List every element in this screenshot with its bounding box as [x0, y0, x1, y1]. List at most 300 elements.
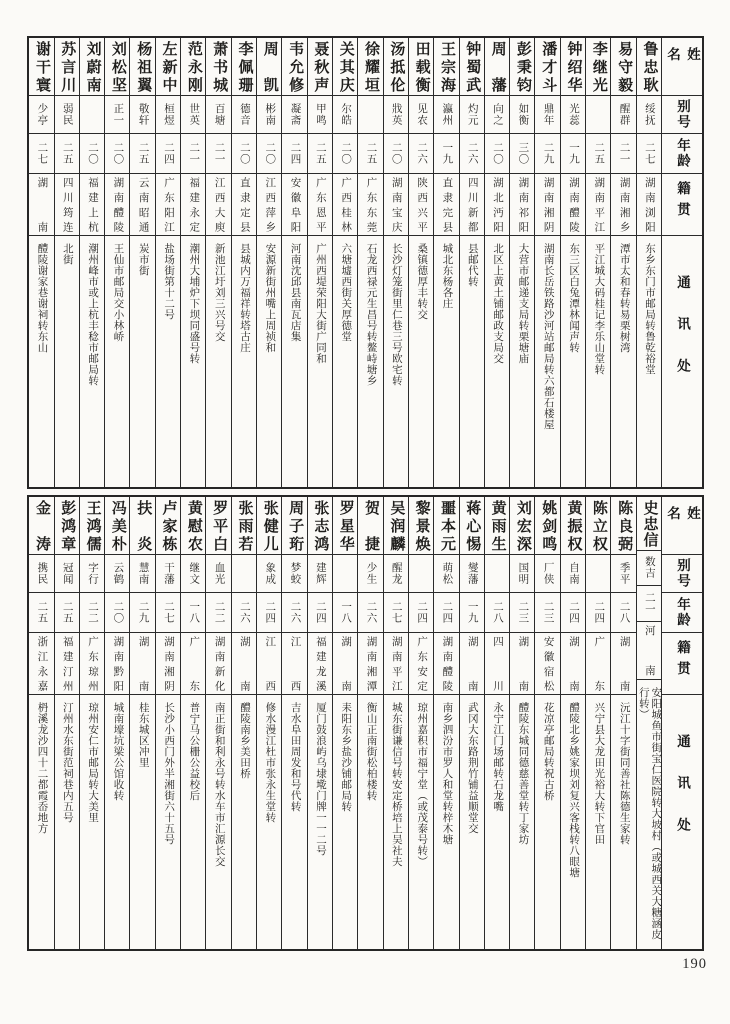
person-contact-address: 永宁江门场邮转石龙嘴 — [492, 702, 504, 812]
person-contact-address: 长沙小西门外半湘街六十五号 — [163, 702, 175, 845]
person-name-cell — [434, 497, 458, 555]
person-age: 二六 — [416, 142, 428, 165]
person-alias-cell — [308, 555, 332, 593]
person-column — [459, 497, 484, 949]
person-contact-address-cell — [55, 695, 79, 949]
person-native-place: 湖南 — [567, 636, 579, 691]
person-alias-cell — [156, 96, 180, 134]
person-age: 二四 — [416, 601, 428, 624]
person-name-cell — [130, 497, 154, 555]
header-name-cell — [662, 497, 702, 555]
person-column — [459, 38, 484, 487]
person-contact-address: 耒阳东乡盐沙铺邮局转 — [340, 702, 352, 812]
person-name-cell — [460, 497, 484, 555]
person-age-cell — [308, 593, 332, 633]
person-contact-address-cell — [333, 236, 357, 487]
person-alias: 厂侠 — [542, 562, 554, 585]
person-native-place: 湖南浏阳 — [643, 177, 655, 232]
person-native-place-cell — [485, 633, 509, 695]
person-native-place: 福建龙溪 — [314, 636, 326, 691]
person-age-cell — [80, 593, 104, 633]
person-column — [256, 497, 281, 949]
person-native-place: 江西大庾 — [213, 177, 225, 232]
person-alias: 继文 — [188, 562, 200, 585]
person-alias-cell — [181, 96, 205, 134]
person-age: 二〇 — [112, 601, 124, 624]
person-name-cell — [535, 38, 559, 96]
person-column — [383, 38, 408, 487]
person-age-cell — [29, 593, 53, 633]
person-name: 张雨若 — [236, 500, 253, 551]
person-age: 二三 — [542, 601, 554, 624]
person-contact-address-cell — [611, 236, 635, 487]
person-age: 二五 — [61, 601, 73, 624]
person-age-cell — [637, 134, 661, 174]
person-name: 姚剑鸣 — [540, 500, 557, 551]
person-age: 二八 — [492, 601, 503, 624]
person-age: 一八 — [340, 601, 352, 624]
person-contact-address-cell — [206, 695, 230, 949]
person-contact-address: 城南壕坑梁公馆收转 — [112, 702, 124, 801]
person-age: 二四 — [314, 601, 326, 624]
person-native-place: 直隶完县 — [441, 177, 453, 232]
person-native-place: 湖南 — [466, 636, 478, 691]
person-contact-address-cell — [232, 236, 256, 487]
person-column — [484, 497, 509, 949]
person-alias-cell — [358, 555, 382, 593]
header-alias-label: 别号 — [675, 557, 690, 590]
person-contact-address: 县城内万福祥转塔古庄 — [239, 243, 251, 353]
person-contact-address-cell — [409, 236, 433, 487]
person-alias-cell — [460, 555, 484, 593]
person-age-cell — [130, 134, 154, 174]
person-alias-cell — [105, 96, 129, 134]
person-age-cell — [257, 593, 281, 633]
person-native-place-cell — [561, 633, 585, 695]
person-column — [610, 38, 635, 487]
person-contact-address-cell — [535, 236, 559, 487]
person-age-cell — [55, 593, 79, 633]
person-native-place-cell — [105, 633, 129, 695]
person-alias-cell — [282, 555, 306, 593]
person-alias: 鼎年 — [542, 103, 554, 126]
person-native-place: 江西 — [289, 636, 301, 691]
person-name-cell — [308, 497, 332, 555]
person-alias-cell — [434, 96, 458, 134]
person-alias: 少亭 — [36, 103, 48, 126]
person-contact-address-cell — [434, 695, 458, 949]
person-alias-cell — [535, 555, 559, 593]
person-alias-cell — [485, 555, 509, 593]
header-alias-cell — [662, 555, 702, 593]
person-age-cell — [282, 593, 306, 633]
person-contact-address-cell — [80, 236, 104, 487]
person-column — [560, 38, 585, 487]
person-age-cell — [105, 134, 129, 174]
person-name: 贺捷 — [363, 500, 380, 551]
person-alias-cell — [333, 96, 357, 134]
person-alias-cell — [637, 96, 661, 134]
person-age: 二五 — [36, 601, 48, 624]
person-alias-cell — [358, 96, 382, 134]
person-age: 二四 — [567, 601, 579, 624]
person-name: 张志鸿 — [312, 500, 329, 551]
person-age: 二二 — [87, 601, 98, 624]
person-contact-address: 炭市街 — [137, 243, 149, 276]
person-name-cell — [384, 38, 408, 96]
person-alias-cell — [80, 96, 104, 134]
person-alias-cell — [409, 96, 433, 134]
person-contact-address-cell — [485, 236, 509, 487]
person-native-place: 湖南 — [517, 636, 529, 691]
person-native-place: 湖南 — [137, 636, 149, 691]
person-contact-address-cell — [358, 236, 382, 487]
person-column — [281, 38, 306, 487]
person-contact-address-cell — [308, 236, 332, 487]
person-contact-address-cell — [637, 236, 661, 487]
person-native-place-cell — [611, 633, 635, 695]
person-alias: 血光 — [213, 562, 225, 585]
person-contact-address-cell — [460, 695, 484, 949]
person-native-place: 湖南平江 — [390, 636, 402, 691]
person-native-place: 广西桂林 — [340, 177, 352, 232]
person-native-place: 广东恩平 — [314, 177, 326, 232]
person-native-place: 福建汀州 — [61, 636, 73, 691]
person-native-place-cell — [333, 633, 357, 695]
person-native-place-cell — [55, 633, 79, 695]
person-column — [509, 497, 534, 949]
person-contact-address-cell — [29, 695, 53, 949]
person-column — [332, 38, 357, 487]
person-name: 萧书城 — [211, 41, 228, 92]
person-age-cell — [485, 134, 509, 174]
person-column — [79, 497, 104, 949]
person-native-place: 直隶定县 — [238, 177, 250, 232]
person-name: 韦允修 — [287, 41, 304, 92]
person-contact-address: 广州西堤荣阳大街广同和 — [314, 243, 326, 364]
person-alias: 季平 — [618, 562, 630, 585]
person-name-cell — [206, 38, 230, 96]
person-native-place-cell — [55, 174, 79, 236]
person-name-cell — [409, 497, 433, 555]
person-contact-address: 南乡泗汾市罗人和堂转梓木塘 — [441, 702, 453, 845]
person-column — [231, 38, 256, 487]
person-name: 噩本元 — [438, 500, 455, 551]
person-name-cell — [637, 38, 661, 96]
person-contact-address-cell — [105, 695, 129, 949]
person-contact-address: 桂东城区冲里 — [137, 702, 149, 768]
person-age: 二一 — [188, 142, 200, 165]
person-age-cell — [460, 593, 484, 633]
person-native-place: 江西 — [264, 636, 276, 691]
person-name: 蒋心惕 — [464, 500, 481, 551]
person-alias: 见农 — [416, 103, 428, 126]
person-native-place-cell — [206, 174, 230, 236]
person-age-cell — [510, 134, 534, 174]
person-contact-address-cell — [384, 695, 408, 949]
person-age: 二〇 — [112, 142, 124, 165]
person-alias: 敬轩 — [137, 103, 149, 126]
person-name: 易守毅 — [616, 41, 633, 92]
person-column — [408, 497, 433, 949]
person-age: 二九 — [542, 142, 554, 165]
person-alias-cell — [409, 555, 433, 593]
person-native-place: 广东东莞 — [365, 177, 377, 232]
person-contact-address-cell — [105, 236, 129, 487]
person-native-place: 四川 — [492, 636, 503, 691]
person-column — [534, 38, 559, 487]
header-age-cell — [662, 134, 702, 174]
person-contact-address: 厦门鼓浪屿乌埭墘门牌一一二号 — [314, 702, 326, 856]
person-age: 二〇 — [390, 142, 402, 165]
person-alias: 自南 — [567, 562, 579, 585]
person-column — [281, 497, 306, 949]
header-age-cell — [662, 593, 702, 633]
person-contact-address-cell — [586, 695, 610, 949]
person-contact-address-cell — [561, 236, 585, 487]
person-column — [54, 38, 79, 487]
person-native-place: 湖北沔阳 — [492, 177, 503, 232]
person-name-cell — [282, 38, 306, 96]
person-contact-address: 琼州嘉积市福宁堂（或茂泰号转） — [416, 702, 428, 867]
person-native-place-cell — [535, 174, 559, 236]
person-alias: 向之 — [492, 103, 503, 126]
person-contact-address: 醴陵南乡美田桥 — [239, 702, 251, 779]
person-alias-cell — [156, 555, 180, 593]
person-alias-cell — [130, 555, 154, 593]
person-name-cell — [156, 497, 180, 555]
person-native-place: 湖南湘阴 — [162, 636, 174, 691]
person-age: 二〇 — [238, 142, 250, 165]
person-column — [307, 38, 332, 487]
person-contact-address: 潮州大埔炉下坝同盛号转 — [188, 243, 200, 364]
person-alias-cell — [384, 96, 408, 134]
person-contact-address: 新池江圩刘三兴号交 — [213, 243, 225, 342]
person-column — [357, 38, 382, 487]
person-name-cell — [535, 497, 559, 555]
person-native-place-cell — [586, 174, 610, 236]
person-column — [585, 497, 610, 949]
person-native-place-cell — [409, 633, 433, 695]
person-contact-address-cell — [257, 695, 281, 949]
person-age-cell — [637, 586, 661, 623]
person-age-cell — [156, 593, 180, 633]
person-age-cell — [333, 134, 357, 174]
person-native-place: 江西萍乡 — [264, 177, 276, 232]
header-alias-label: 别号 — [675, 98, 690, 131]
header-contact-label: 通讯处 — [675, 275, 690, 401]
row-header-column — [661, 38, 702, 487]
person-age: 二七 — [390, 601, 402, 624]
person-native-place: 湖南宝庆 — [390, 177, 402, 232]
person-native-place-cell — [80, 633, 104, 695]
person-age-cell — [156, 134, 180, 174]
person-name-cell — [55, 497, 79, 555]
person-alias: 少生 — [365, 562, 377, 585]
person-name-cell — [80, 497, 104, 555]
person-column — [357, 497, 382, 949]
person-age: 二八 — [618, 601, 630, 624]
person-contact-address-cell — [130, 695, 154, 949]
person-contact-address-cell — [409, 695, 433, 949]
person-alias-cell — [232, 96, 256, 134]
person-name: 刘松坚 — [109, 41, 126, 92]
person-age: 二七 — [162, 601, 174, 624]
person-name-cell — [257, 497, 281, 555]
person-name-cell — [29, 38, 53, 96]
person-age-cell — [409, 134, 433, 174]
person-column — [636, 497, 661, 949]
person-contact-address-cell — [156, 236, 180, 487]
person-column — [585, 38, 610, 487]
person-contact-address-cell — [586, 236, 610, 487]
person-age-cell — [181, 593, 205, 633]
person-native-place-cell — [384, 633, 408, 695]
person-native-place: 广东阳江 — [162, 177, 174, 232]
person-alias-cell — [485, 96, 509, 134]
person-native-place-cell — [384, 174, 408, 236]
person-native-place: 广东 — [593, 636, 605, 691]
person-alias-cell — [611, 96, 635, 134]
person-age: 二一 — [213, 142, 225, 165]
person-contact-address-cell — [637, 680, 661, 949]
person-name: 潘才斗 — [540, 41, 557, 92]
person-column — [231, 497, 256, 949]
person-name-cell — [460, 38, 484, 96]
person-name: 聂秋声 — [312, 41, 329, 92]
person-contact-address: 潮州峰市或上杭丰稔市邮局转 — [87, 243, 99, 386]
person-column — [205, 38, 230, 487]
person-age: 一八 — [188, 601, 200, 624]
person-age-cell — [586, 134, 610, 174]
person-name-cell — [80, 38, 104, 96]
person-native-place-cell — [358, 174, 382, 236]
person-name: 汤抵伦 — [388, 41, 405, 92]
person-native-place: 湖南黔阳 — [112, 636, 124, 691]
person-contact-address: 县邮代转 — [466, 243, 478, 287]
person-alias-cell — [611, 555, 635, 593]
person-name-cell — [637, 497, 661, 551]
person-age: 二四 — [162, 142, 174, 165]
roster-columns — [29, 497, 702, 949]
person-native-place-cell — [29, 633, 53, 695]
person-contact-address-cell — [485, 695, 509, 949]
person-contact-address: 河南沈邱县南瓦店集 — [289, 243, 301, 342]
person-native-place-cell — [130, 174, 154, 236]
person-name: 范永刚 — [185, 41, 202, 92]
person-name: 田载衡 — [413, 41, 430, 92]
person-name: 黄雨生 — [489, 500, 506, 551]
person-age-cell — [611, 593, 635, 633]
person-age-cell — [384, 593, 408, 633]
person-native-place-cell — [434, 633, 458, 695]
person-name: 陈良弼 — [616, 500, 633, 551]
person-name: 周藩 — [489, 41, 506, 92]
person-name: 黄慰农 — [185, 500, 202, 551]
person-alias-cell — [206, 555, 230, 593]
person-age: 二〇 — [264, 142, 276, 165]
person-contact-address-cell — [384, 236, 408, 487]
person-column — [129, 38, 154, 487]
person-alias-cell — [80, 555, 104, 593]
person-native-place-cell — [358, 633, 382, 695]
person-alias-cell — [232, 555, 256, 593]
person-contact-address: 盐场街第十二号 — [163, 243, 175, 320]
person-column — [256, 38, 281, 487]
person-name-cell — [586, 38, 610, 96]
person-name-cell — [181, 497, 205, 555]
person-alias-cell — [206, 96, 230, 134]
person-age-cell — [232, 593, 256, 633]
person-name-cell — [308, 38, 332, 96]
header-native-label: 籍贯 — [675, 181, 690, 223]
person-native-place: 广东安定 — [416, 636, 428, 691]
person-alias: 尔皓 — [340, 103, 352, 126]
person-name-cell — [156, 38, 180, 96]
person-contact-address-cell — [535, 695, 559, 949]
person-contact-address: 兴宁县大龙田光裕大转下官田 — [593, 702, 605, 845]
person-alias: 国明 — [517, 562, 529, 585]
person-contact-address-cell — [510, 695, 534, 949]
person-native-place-cell — [257, 633, 281, 695]
person-name: 钟蜀武 — [464, 41, 481, 92]
person-name-cell — [206, 497, 230, 555]
person-age: 二〇 — [492, 142, 503, 165]
person-alias: 建辉 — [314, 562, 326, 585]
person-age-cell — [611, 134, 635, 174]
person-age-cell — [561, 134, 585, 174]
person-native-place: 湖南醴陵 — [567, 177, 579, 232]
person-age-cell — [181, 134, 205, 174]
person-age: 二五 — [61, 142, 73, 165]
person-alias: 灼元 — [466, 103, 478, 126]
person-native-place-cell — [460, 633, 484, 695]
person-alias: 醒群 — [618, 103, 630, 126]
person-name: 王鸿儒 — [84, 500, 101, 551]
person-age-cell — [105, 593, 129, 633]
person-native-place-cell — [257, 174, 281, 236]
person-age-cell — [460, 134, 484, 174]
person-contact-address-cell — [282, 236, 306, 487]
person-name-cell — [561, 497, 585, 555]
person-age-cell — [434, 593, 458, 633]
person-alias-cell — [561, 96, 585, 134]
person-name: 钟绍华 — [565, 41, 582, 92]
person-contact-address: 南正街和利永号转水车市汇源长交 — [213, 702, 225, 867]
person-contact-address: 吉水阜田周发和号代转 — [289, 702, 301, 812]
person-contact-address-cell — [257, 236, 281, 487]
person-native-place: 福建永定 — [188, 177, 200, 232]
person-age-cell — [55, 134, 79, 174]
person-native-place: 广东琼州 — [87, 636, 98, 691]
person-name-cell — [29, 497, 53, 555]
person-contact-address: 琼州安仁市邮局转大美里 — [87, 702, 99, 823]
person-contact-address-cell — [333, 695, 357, 949]
person-name: 左新中 — [160, 41, 177, 92]
person-age-cell — [586, 593, 610, 633]
person-contact-address-cell — [611, 695, 635, 949]
person-native-place: 湖南 — [618, 636, 630, 691]
person-column — [433, 497, 458, 949]
person-alias-cell — [257, 555, 281, 593]
person-column — [560, 497, 585, 949]
person-contact-address-cell — [130, 236, 154, 487]
person-alias-cell — [561, 555, 585, 593]
person-alias-cell — [181, 555, 205, 593]
person-native-place: 湖南 — [238, 636, 250, 691]
person-name: 苏言川 — [59, 41, 76, 92]
person-age-cell — [232, 134, 256, 174]
